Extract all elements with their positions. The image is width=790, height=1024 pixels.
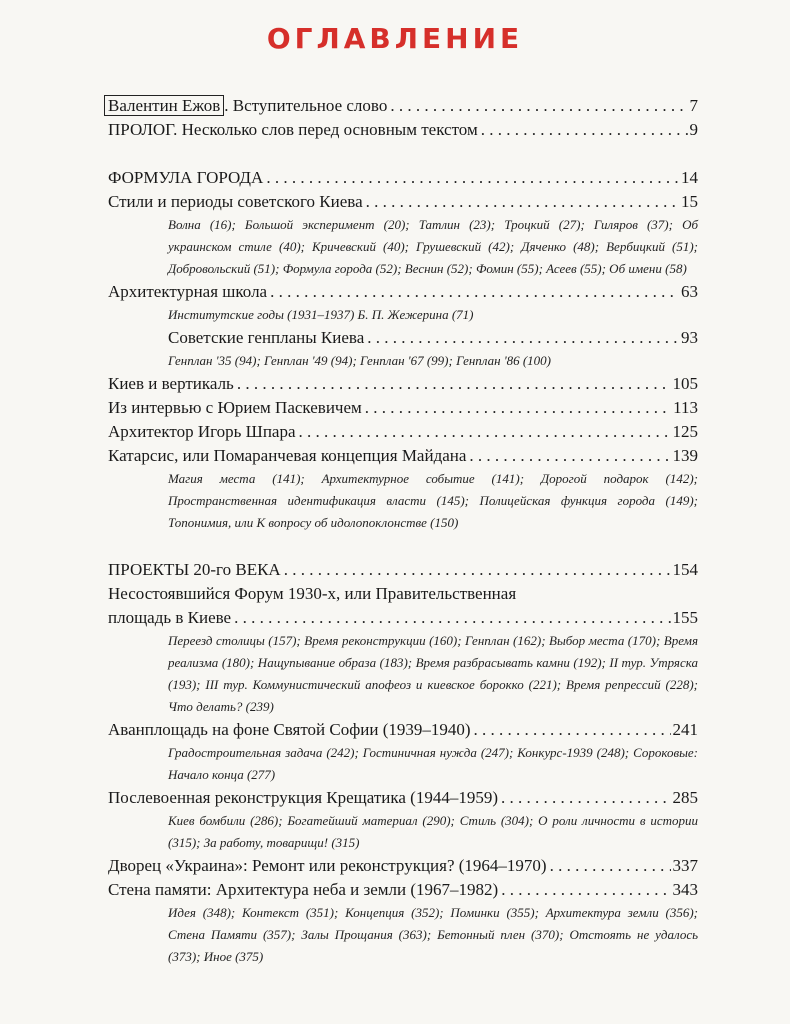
dot-leader (501, 878, 670, 902)
toc-label: Катарсис, или Помаранчевая концепция Майдана (108, 446, 467, 465)
page-number: 63 (681, 282, 698, 301)
toc-subentries: Волна (16); Большой эксперимент (20); Татлин (23); Троцкий (27); Гиляров (37); Об украинском стиле (40); Кричевский (40); Грушевский (42); Дяченко (48); Вербицкий (51); Добровольский (51); Формула города (52); Веснин (52); Фомин (55); Асеев (55); Об имени (58) (168, 217, 698, 276)
toc-subentries: Градостроительная задача (242); Гостиничная нужда (247); Конкурс-1939 (248); Сороковые: Начало конца (277) (168, 745, 698, 782)
page-number: 105 (672, 374, 698, 393)
dot-leader (501, 786, 671, 810)
dot-leader (270, 280, 679, 304)
page-number: 285 (672, 788, 698, 807)
author-name: Валентин Ежов (104, 95, 224, 116)
toc-label: . Вступительное слово (224, 96, 388, 115)
toc-entry-memory[interactable] (108, 878, 698, 902)
page-number: 125 (672, 422, 698, 441)
toc-entry-school[interactable] (108, 280, 698, 304)
toc-entry-sofia[interactable] (108, 718, 698, 742)
dot-leader (474, 718, 671, 742)
toc-label: площадь в Киеве (108, 608, 232, 627)
toc-subentries: Институтские годы (1931–1937) Б. П. Жежерина (71) (168, 307, 474, 322)
dot-leader (366, 190, 679, 214)
table-of-contents (108, 94, 698, 968)
toc-entry-khreshchatyk[interactable] (108, 786, 698, 810)
dot-leader (237, 372, 671, 396)
toc-entry-genplans[interactable] (108, 326, 698, 350)
toc-entry-prolog[interactable] (108, 118, 698, 142)
dot-leader (234, 606, 670, 630)
page-number: 113 (673, 398, 698, 417)
toc-entry-shpara[interactable] (108, 420, 698, 444)
toc-subentries: Магия места (141); Архитектурное событие (141); Дорогой подарок (142); Пространственная идентификация власти (145); Полицейская функция города (149); Топонимия, или К вопросу об идолопоклонстве (150) (168, 471, 698, 530)
toc-label: Из интервью с Юрием Паскевичем (108, 398, 362, 417)
toc-entry-ukraina[interactable] (108, 854, 698, 878)
toc-label: ПРОЕКТЫ 20-го ВЕКА (108, 560, 281, 579)
toc-subentries: Генплан '35 (94); Генплан '49 (94); Генплан '67 (99); Генплан '86 (100) (168, 353, 552, 368)
toc-subentries: Киев бомбили (286); Богатейший материал (290); Стиль (304); О роли личности в истории (315); За работу, товарищи! (315) (168, 813, 698, 850)
page-number: 7 (689, 96, 698, 115)
page-title: ОГЛАВЛЕНИЕ (266, 22, 524, 55)
toc-label: Архитектурная школа (108, 282, 268, 301)
toc-label: ПРОЛОГ. Несколько слов перед основным текстом (108, 120, 478, 139)
page-number: 155 (672, 608, 698, 627)
toc-entry-projects[interactable] (108, 558, 698, 582)
toc-entry-vertical[interactable] (108, 372, 698, 396)
toc-label: Дворец «Украина»: Ремонт или реконструкция? (1964–1970) (108, 856, 547, 875)
toc-subentries: Идея (348); Контекст (351); Концепция (352); Поминки (355); Архитектура земли (356); Стена Памяти (357); Залы Прощания (363); Бетонный плен (370); Отстоять не удалось (373); Иное (375) (168, 905, 698, 964)
page-number: 14 (681, 168, 698, 187)
toc-entry-formula[interactable] (108, 166, 698, 190)
toc-label: Архитектор Игорь Шпара (108, 422, 296, 441)
dot-leader (299, 420, 671, 444)
toc-entry-katarsis[interactable] (108, 444, 698, 468)
toc-entry-forum[interactable] (108, 606, 698, 630)
page-number: 93 (681, 328, 698, 347)
dot-leader (390, 94, 687, 118)
page-number: 139 (672, 446, 698, 465)
dot-leader (481, 118, 688, 142)
toc-label: Стена памяти: Архитектура неба и земли (1967–1982) (108, 880, 499, 899)
toc-label: Аванплощадь на фоне Святой Софии (1939–1940) (108, 720, 471, 739)
page-number: 241 (672, 720, 698, 739)
toc-entry-styles[interactable] (108, 190, 698, 214)
dot-leader (365, 396, 671, 420)
page-number: 343 (672, 880, 698, 899)
toc-label: Киев и вертикаль (108, 374, 234, 393)
toc-label: Советские генпланы Киева (168, 328, 365, 347)
dot-leader (284, 558, 671, 582)
toc-entry-interview[interactable] (108, 396, 698, 420)
toc-label: Стили и периоды советского Киева (108, 192, 363, 211)
page-number: 15 (681, 192, 698, 211)
toc-label: ФОРМУЛА ГОРОДА (108, 168, 264, 187)
toc-entry-intro[interactable] (108, 94, 698, 118)
dot-leader (266, 166, 679, 190)
toc-label-line: Несостоявшийся Форум 1930-х, или Правительственная (108, 584, 517, 603)
page-number: 154 (672, 560, 698, 579)
toc-label: Послевоенная реконструкция Крещатика (1944–1959) (108, 788, 498, 807)
dot-leader (367, 326, 679, 350)
toc-subentries: Переезд столицы (157); Время реконструкции (160); Генплан (162); Выбор места (170); Время реализма (180); Нащупывание образа (183); Время разбрасывать камни (192); II тур. Утряска (193); III тур. Коммунистический апофеоз и киевское борокко (221); Время репрессий (228); Что делать? (239) (168, 633, 698, 714)
page-number: 337 (672, 856, 698, 875)
page-number: 9 (689, 120, 698, 139)
dot-leader (469, 444, 670, 468)
dot-leader (550, 854, 671, 878)
